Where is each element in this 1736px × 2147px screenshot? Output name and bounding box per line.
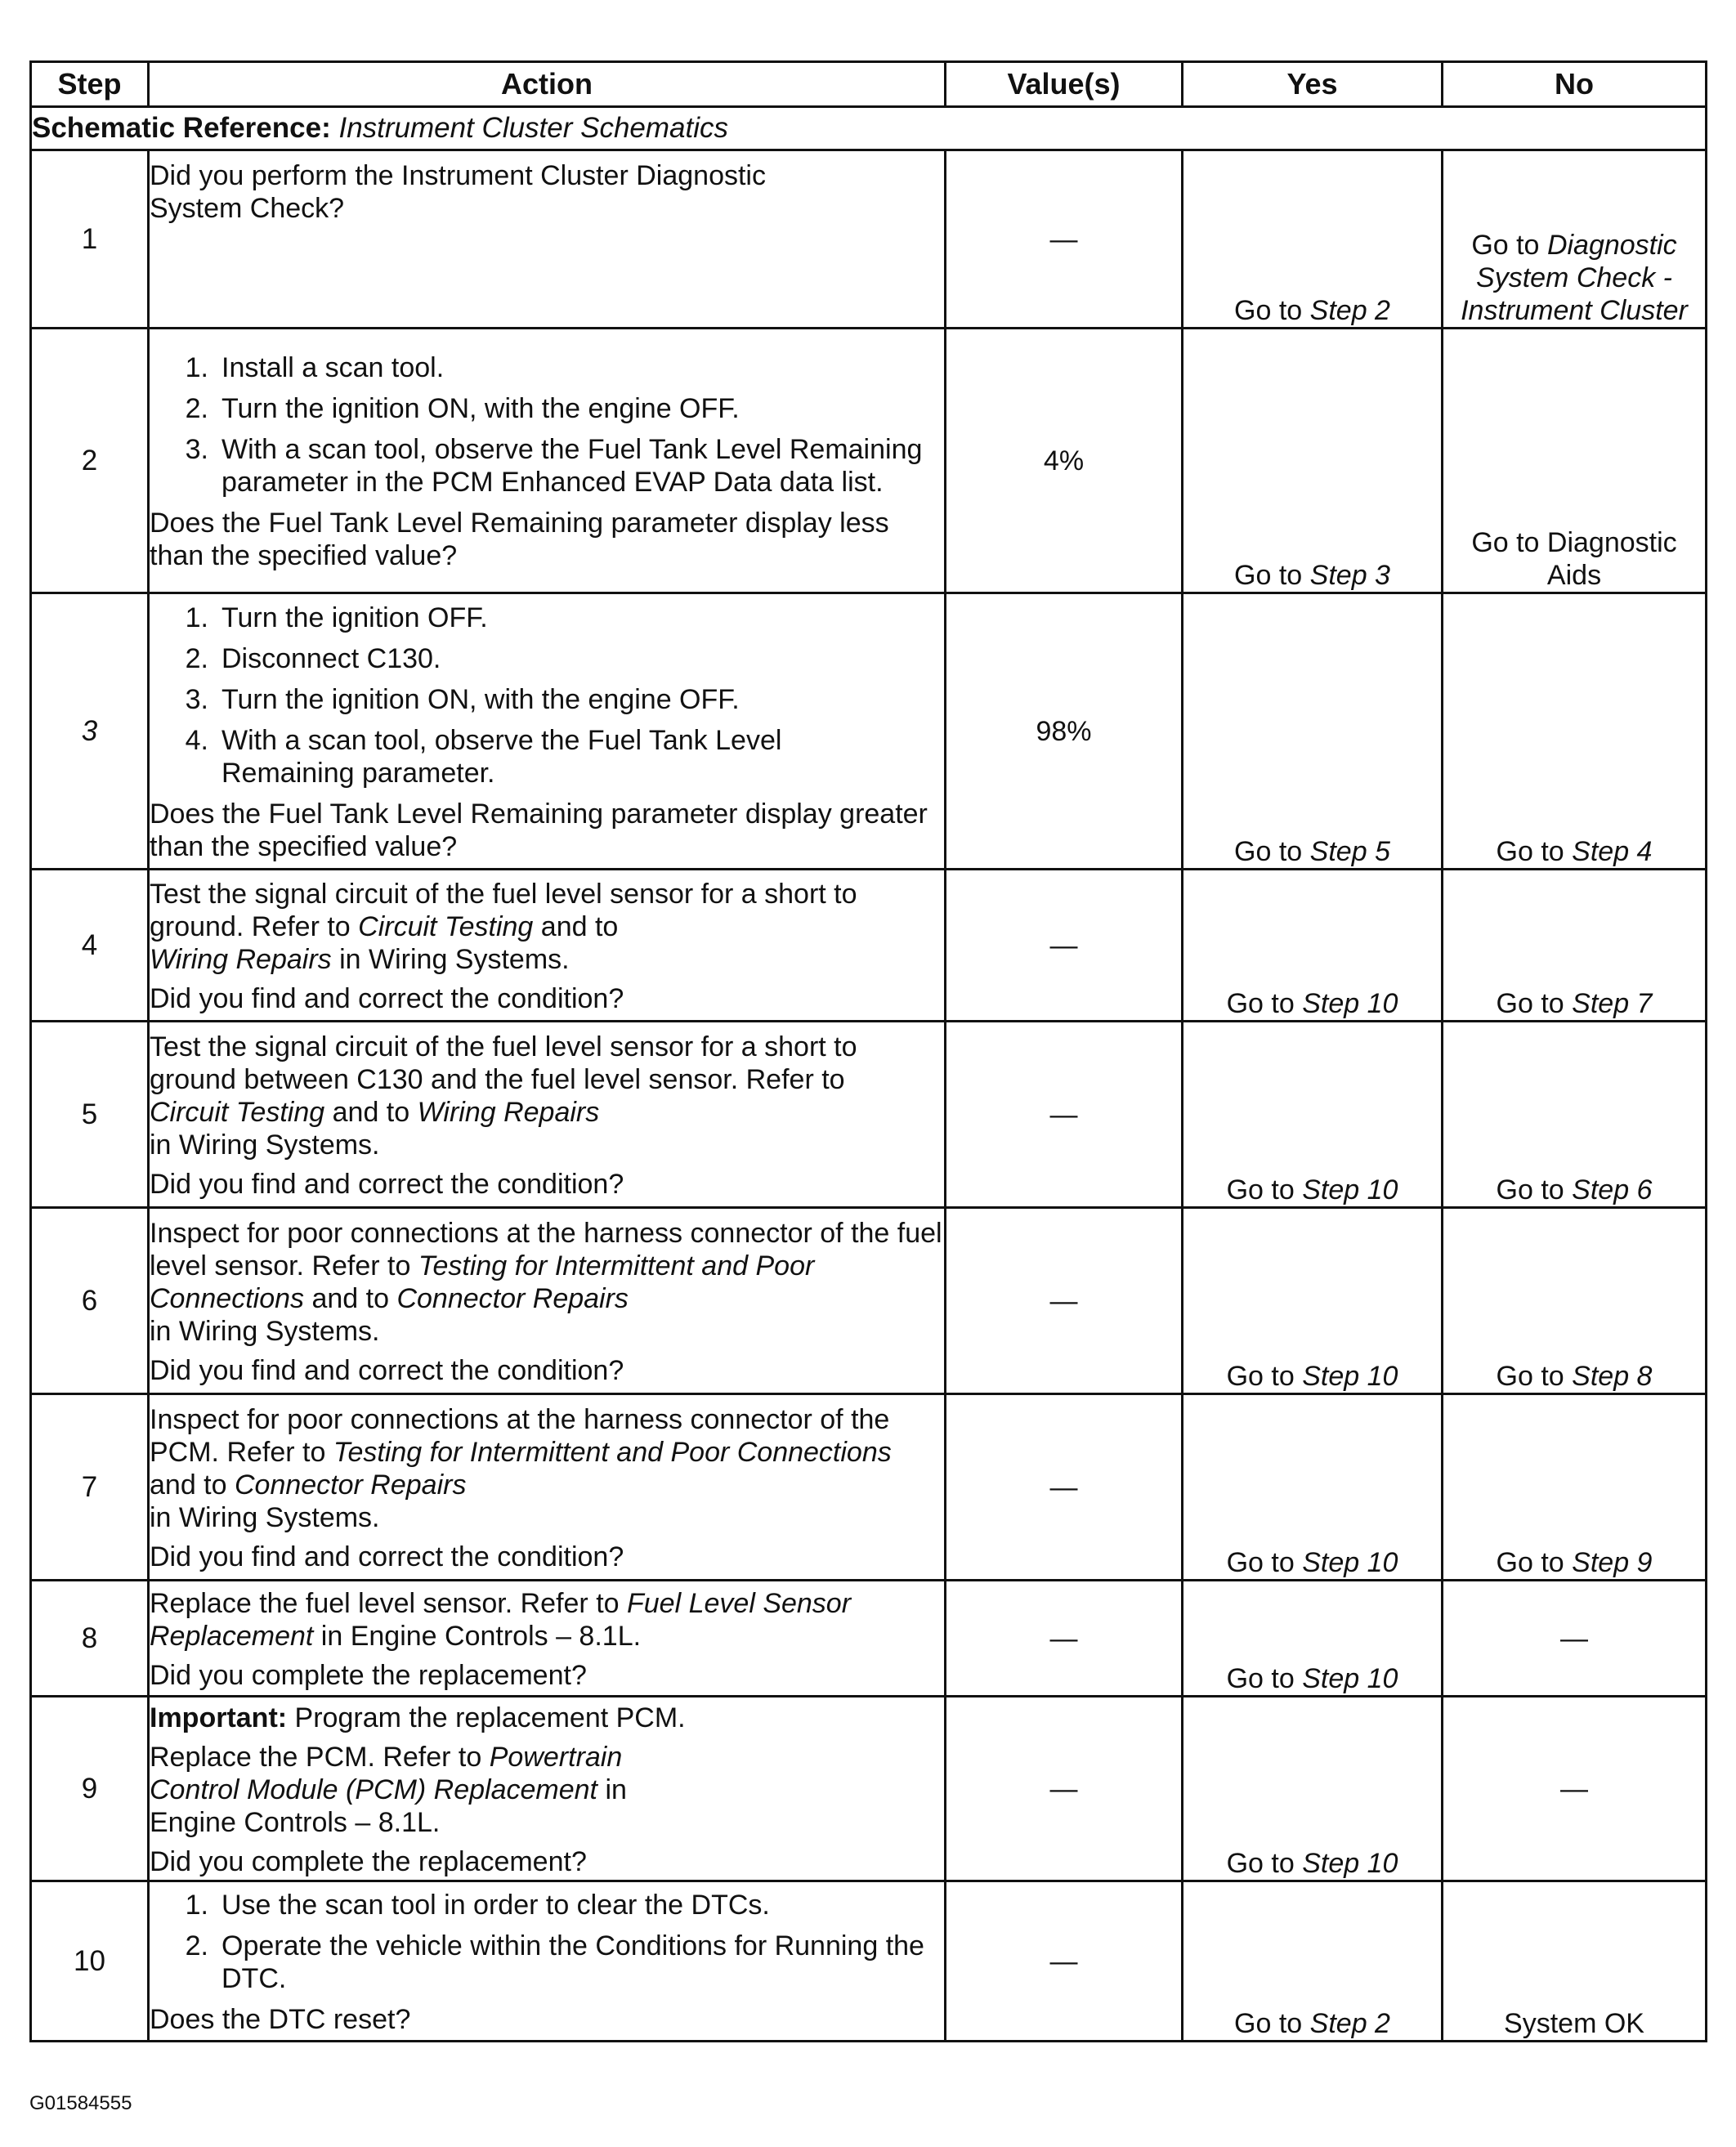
action-question: Does the Fuel Tank Level Remaining parameter display less than the specified value? <box>150 508 889 571</box>
no-cell: — <box>1443 1581 1707 1697</box>
action-cell <box>149 1581 946 1697</box>
table-row <box>31 150 1707 329</box>
schematic-reference: Schematic Reference: Instrument Cluster Schematics <box>31 107 1707 150</box>
action-step: 2. Disconnect C130. <box>185 643 441 674</box>
action-cell <box>149 1022 946 1208</box>
header-yes: Yes <box>1183 62 1443 107</box>
yes-cell: Go to Step 10 <box>1183 1022 1443 1208</box>
no-cell: Go to Step 7 <box>1443 870 1707 1022</box>
table-row <box>31 870 1707 1022</box>
action-text: Test the signal circuit of the fuel level sensor for a short to ground between C130 and the fuel level sensor. Refer to Circuit Testing and to Wiring Repairs in Wiring Systems. <box>150 1031 857 1161</box>
action-question: Did you find and correct the condition? <box>150 1168 624 1200</box>
value-cell: — <box>946 1697 1183 1881</box>
value-cell: — <box>946 1581 1183 1697</box>
yes-cell: Go to Step 10 <box>1183 1697 1443 1881</box>
action-step: 3. Turn the ignition ON, with the engine OFF. <box>185 684 740 715</box>
action-step: 1. Turn the ignition OFF. <box>185 602 488 633</box>
action-step: 3. With a scan tool, observe the Fuel Tank Level Remaining parameter in the PCM Enhanced EVAP Data data list. <box>185 434 923 498</box>
step-number: 4 <box>31 870 149 1022</box>
action-text: Inspect for poor connections at the harness connector of the fuel level sensor. Refer to Testing for Intermittent and Poor Connections and to Connector Repairs in Wiring Systems. <box>150 1217 942 1347</box>
value-cell: — <box>946 1022 1183 1208</box>
yes-cell: Go to Step 10 <box>1183 1581 1443 1697</box>
action-question: Does the DTC reset? <box>150 2004 411 2035</box>
no-cell: System OK <box>1443 1881 1707 2042</box>
action-cell <box>149 329 946 593</box>
figure-code: G01584555 <box>29 2092 132 2114</box>
schematic-reference-link: Instrument Cluster Schematics <box>338 112 729 144</box>
action-cell <box>149 1697 946 1881</box>
table-row <box>31 1881 1707 2042</box>
table-row <box>31 1022 1707 1208</box>
yes-cell: Go to Step 10 <box>1183 1394 1443 1581</box>
header-row <box>31 62 1707 107</box>
action-question: Did you find and correct the condition? <box>150 1354 624 1386</box>
action-text: Inspect for poor connections at the harness connector of the PCM. Refer to Testing for Intermittent and Poor Connections and to Connector Repairs in Wiring Systems. <box>150 1403 892 1533</box>
step-number: 1 <box>31 150 149 329</box>
diagnostic-table-container <box>29 60 1705 2042</box>
table-row <box>31 1208 1707 1394</box>
table-row <box>31 1581 1707 1697</box>
yes-cell: Go to Step 2 <box>1183 150 1443 329</box>
action-cell <box>149 1881 946 2042</box>
table-row <box>31 329 1707 593</box>
value-cell: 98% <box>946 593 1183 870</box>
step-number: 8 <box>31 1581 149 1697</box>
action-text: Replace the PCM. Refer to Powertrain Control Module (PCM) Replacement in Engine Controls – 8.1L. <box>150 1741 627 1838</box>
action-cell <box>149 1394 946 1581</box>
action-text: Test the signal circuit of the fuel level sensor for a short to ground. Refer to Circuit Testing and to Wiring Repairs in Wiring Systems. <box>150 878 857 975</box>
no-cell: Go to Step 4 <box>1443 593 1707 870</box>
step-number: 9 <box>31 1697 149 1881</box>
step-number: 7 <box>31 1394 149 1581</box>
value-cell: 4% <box>946 329 1183 593</box>
action-step: 2. Turn the ignition ON, with the engine OFF. <box>185 393 740 424</box>
step-number: 6 <box>31 1208 149 1394</box>
no-cell: Go to Step 9 <box>1443 1394 1707 1581</box>
header-action: Action <box>149 62 946 107</box>
yes-cell: Go to Step 2 <box>1183 1881 1443 2042</box>
no-cell: Go to Step 6 <box>1443 1022 1707 1208</box>
action-question: Does the Fuel Tank Level Remaining parameter display greater than the specified value? <box>150 798 928 862</box>
action-cell <box>149 593 946 870</box>
action-question: Did you complete the replacement? <box>150 1845 587 1877</box>
action-step: 2. Operate the vehicle within the Conditions for Running the DTC. <box>185 1930 924 1994</box>
action-question: Did you perform the Instrument Cluster Diagnostic System Check? <box>150 160 766 224</box>
yes-cell: Go to Step 5 <box>1183 593 1443 870</box>
action-step: 4. With a scan tool, observe the Fuel Tank Level Remaining parameter. <box>185 725 782 789</box>
value-cell: — <box>946 150 1183 329</box>
diagnostic-table <box>29 60 1707 2042</box>
schematic-reference-row <box>31 107 1707 150</box>
yes-cell: Go to Step 3 <box>1183 329 1443 593</box>
header-no: No <box>1443 62 1707 107</box>
value-cell: — <box>946 1394 1183 1581</box>
action-cell <box>149 150 946 329</box>
header-values: Value(s) <box>946 62 1183 107</box>
no-cell: Go to Diagnostic Aids <box>1443 329 1707 593</box>
header-step: Step <box>31 62 149 107</box>
step-number: 10 <box>31 1881 149 2042</box>
action-cell <box>149 870 946 1022</box>
table-row <box>31 1394 1707 1581</box>
action-step: 1. Install a scan tool. <box>185 352 445 383</box>
table-row <box>31 593 1707 870</box>
step-number: 3 <box>31 593 149 870</box>
no-cell: Go to Diagnostic System Check - Instrument Cluster <box>1443 150 1707 329</box>
step-number: 2 <box>31 329 149 593</box>
yes-cell: Go to Step 10 <box>1183 1208 1443 1394</box>
no-cell: — <box>1443 1697 1707 1881</box>
important-note: Important: Program the replacement PCM. <box>150 1702 686 1733</box>
value-cell: — <box>946 1881 1183 2042</box>
table-row <box>31 1697 1707 1881</box>
value-cell: — <box>946 1208 1183 1394</box>
yes-cell: Go to Step 10 <box>1183 870 1443 1022</box>
action-question: Did you complete the replacement? <box>150 1659 587 1691</box>
action-cell <box>149 1208 946 1394</box>
step-number: 5 <box>31 1022 149 1208</box>
action-text: Replace the fuel level sensor. Refer to Fuel Level Sensor Replacement in Engine Controls – 8.1L. <box>150 1587 852 1652</box>
action-question: Did you find and correct the condition? <box>150 982 624 1014</box>
value-cell: — <box>946 870 1183 1022</box>
no-cell: Go to Step 8 <box>1443 1208 1707 1394</box>
action-question: Did you find and correct the condition? <box>150 1541 624 1572</box>
action-step: 1. Use the scan tool in order to clear the DTCs. <box>185 1890 770 1921</box>
